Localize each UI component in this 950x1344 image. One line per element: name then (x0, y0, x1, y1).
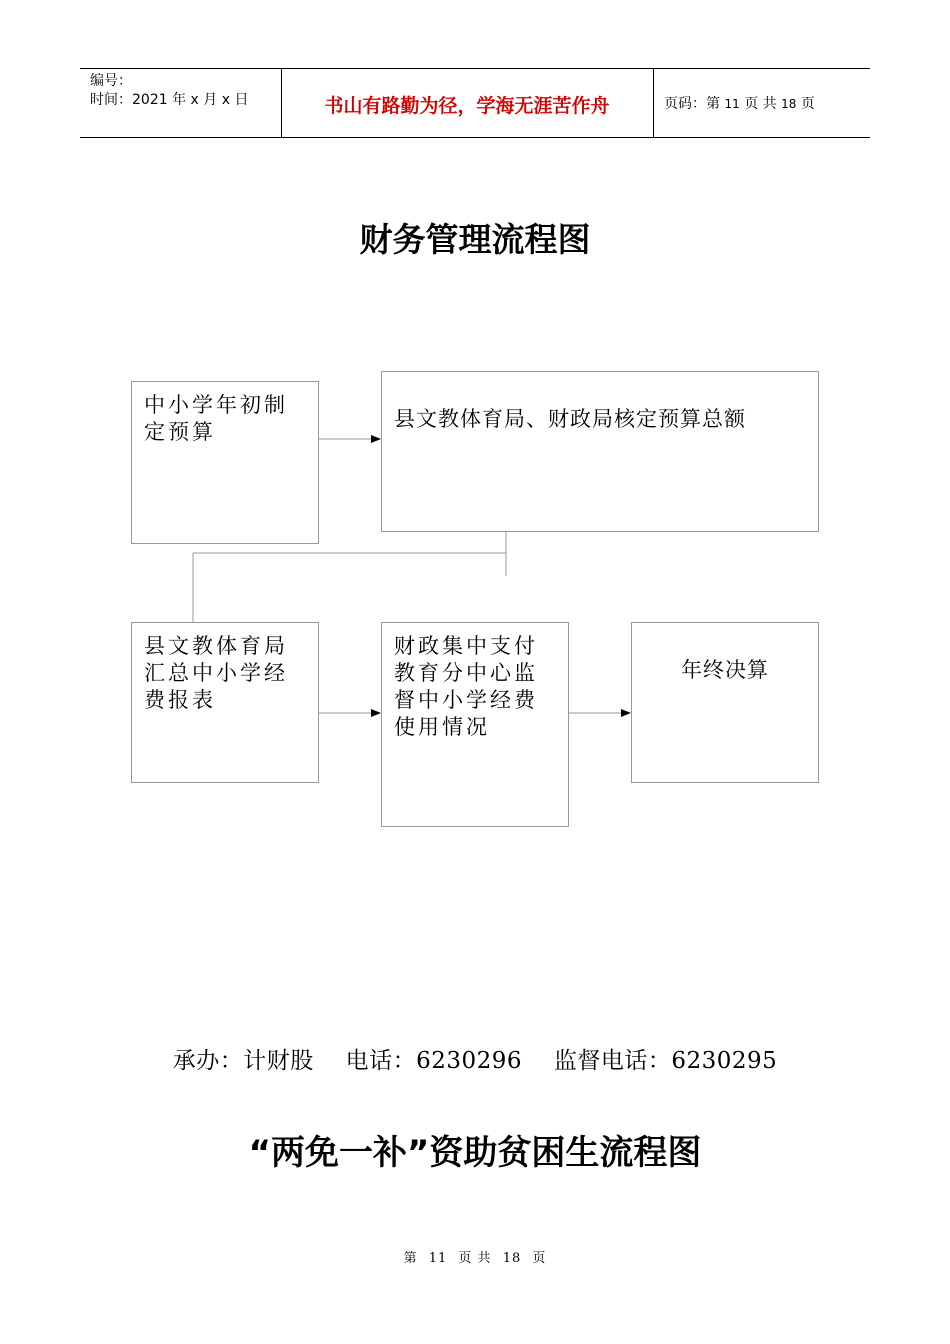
number-label: 编号： (90, 73, 132, 89)
flow-box-final-accounts: 年终决算 (631, 622, 819, 783)
finance-flow-title: 财务管理流程图 (359, 220, 591, 259)
footer-current: 11 (428, 1251, 448, 1266)
aid-flow-title: “两免一补”资助贫困生流程图 (248, 1133, 702, 1173)
page-total: 18 (781, 97, 797, 111)
flow-box-initial-budget: 中小学年初制定预算 (131, 381, 319, 544)
supervise-phone-text: 监督电话：6230295 (553, 1048, 778, 1074)
header-page-cell (654, 69, 870, 137)
footer-total: 18 (502, 1251, 522, 1266)
time-label: 时间：2021 年 x 月 x 日 (90, 92, 249, 108)
page-prefix: 页码：第 (664, 96, 720, 112)
page-current: 11 (724, 97, 740, 111)
footer-suffix: 页 (532, 1251, 547, 1266)
footer-page-number (0, 1247, 950, 1266)
header-table (80, 68, 870, 138)
header-motto-cell (281, 69, 654, 137)
phone-text: 电话：6230296 (345, 1048, 522, 1074)
header-info-cell (80, 69, 282, 137)
footer-prefix: 第 (403, 1251, 418, 1266)
undertaker-text: 承办：计财股 (172, 1048, 314, 1074)
flow-box-budget-approval: 县文教体育局、财政局核定预算总额 (381, 371, 819, 532)
flow-box-payment-supervision: 财政集中支付教育分中心监督中小学经费使用情况 (381, 622, 569, 827)
page-mid: 页 共 (744, 96, 777, 112)
header-page-number (664, 93, 815, 113)
contact-line (0, 1042, 950, 1075)
footer-mid: 页 共 (458, 1251, 492, 1266)
flow-box-expense-summary: 县文教体育局汇总中小学经费报表 (131, 622, 319, 783)
page-suffix: 页 (800, 96, 815, 112)
motto-text: 书山有路勤为径，学海无涯苦作舟 (324, 95, 610, 117)
